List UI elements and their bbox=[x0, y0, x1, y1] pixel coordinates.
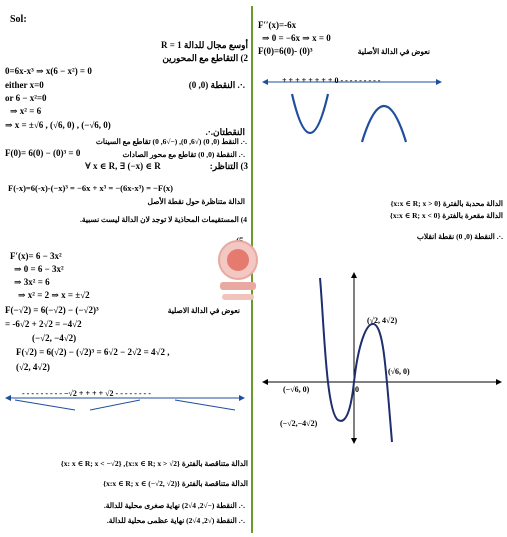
eq-factor: 0=6x-x³ ⇒ x(6 − x²) = 0 bbox=[5, 66, 92, 76]
local-max-line: .·. النقطة (√2, 4√2) نهاية عظمى محلية للدالة. bbox=[106, 516, 245, 525]
watermark-logo bbox=[216, 238, 260, 312]
cubic-curve bbox=[320, 278, 392, 442]
second-deriv-1: F′′(x)=-6x bbox=[258, 20, 297, 30]
max-point: (√2, 4√2) bbox=[16, 362, 50, 372]
second-deriv-3: F(0)=6(0)- (0)³ bbox=[258, 46, 313, 56]
second-deriv-2: ⇒ 0 = −6x ⇒ x = 0 bbox=[262, 33, 331, 43]
deriv-3: ⇒ 3x² = 6 bbox=[14, 277, 50, 287]
deriv-2: ⇒ 0 = 6 − 3x² bbox=[14, 264, 64, 274]
forall-line: ∀ x ∈ R, ∃ (−x) ∈ R bbox=[85, 161, 161, 171]
min-point: (−√2, −4√2) bbox=[32, 333, 77, 343]
symmetry-heading: 3) التناظر: bbox=[209, 161, 248, 171]
label-neg-root: (−√6, 0) bbox=[283, 385, 310, 394]
deriv-4: ⇒ x² = 2 ⇒ x = ±√2 bbox=[18, 290, 90, 300]
intersections-heading: 2) التقاطع مع المحورين bbox=[162, 53, 248, 63]
or-line: or 6 − x²=0 bbox=[5, 93, 47, 103]
first-derivative-signs bbox=[22, 388, 151, 399]
either-line: either x=0 bbox=[5, 80, 44, 90]
f-zero-line: F(0)= 6(0) − (0)³ = 0 bbox=[5, 148, 81, 158]
sol-label: Sol: bbox=[10, 14, 27, 25]
y-intercept-line: .·. النقطة (0, 0) تقاطع مع محور الصادات bbox=[122, 150, 245, 159]
f-neg-sqrt2-result: = -6√2 + 2√2 = −4√2 bbox=[5, 319, 82, 329]
convex-interval: الدالة محدبة بالفترة {x:x ∈ R; x > 0} bbox=[390, 199, 503, 208]
x-intercepts-line: .·. النقط (0, 0) (√6, 0), (−√6, 0) تقاطع مع السينات bbox=[95, 137, 247, 146]
local-min-line: .·. النقطة (−√2, 4√2) نهاية صغرى محلية للدالة. bbox=[103, 501, 245, 510]
sqrt6-line: ⇒ x = ±√6 , (√6, 0) , (−√6, 0) bbox=[5, 120, 111, 130]
deriv-1: F′(x)= 6 − 3x² bbox=[10, 251, 62, 261]
odd-function-line: F(-x)=6(-x)-(−x)³ = −6x + x³ = −(6x-x³) = −F(x) bbox=[8, 183, 173, 193]
odd-conclusion: الدالة متناظرة حول نقطة الأصل bbox=[147, 197, 245, 206]
label-max: (√2, 4√2) bbox=[367, 316, 398, 325]
asymptotes-line: 4) المستقيمات المحاذية لا توجد لان الدالة ليست نسبية. bbox=[79, 215, 247, 224]
decreasing-intervals: الدالة متناقصة بالفترة {x:x ∈ R; x > √2}, {x: x ∈ R; x < −√2} bbox=[60, 459, 248, 468]
increasing-interval: الدالة متناقصة بالفترة {x:x ∈ R; x ∈ (−√2, √2)} bbox=[103, 479, 248, 488]
second-derivative-signs: + + + + + + + + 0 - - - - - - - - - bbox=[282, 76, 381, 85]
domain-line: R = 1 أوسع مجال للدالة bbox=[161, 40, 248, 50]
f-pos-sqrt2: F(√2) = 6(√2) − (√2)³ = 6√2 − 2√2 = 4√2 , bbox=[16, 347, 170, 357]
x-squared-line: ⇒ x² = 6 bbox=[10, 106, 42, 116]
inflection-point: .·. النقطة (0, 0) نقطة انقلاب bbox=[416, 232, 503, 241]
point-origin-1: .·. النقطة (0, 0) bbox=[188, 80, 245, 90]
sign-text: - - - - - - - - - −√2 + + + + √2 - - - - - - - - bbox=[22, 389, 151, 398]
substitute-note: نعوض في الدالة الاصلية bbox=[167, 306, 240, 315]
label-pos-root: (√6, 0) bbox=[388, 367, 410, 376]
concave-interval: الدالة مقعرة بالفترة {x:x ∈ R; x < 0} bbox=[389, 211, 503, 220]
substitute-note-right: نعوض في الدالة الأصلية bbox=[357, 47, 430, 56]
f-neg-sqrt2: F(−√2) = 6(−√2) − (−√2)³ bbox=[5, 305, 99, 315]
label-min: (−√2,−4√2) bbox=[280, 419, 318, 428]
two-points-label: النقطتان.·. bbox=[205, 127, 245, 137]
label-origin: 0 bbox=[355, 385, 359, 394]
